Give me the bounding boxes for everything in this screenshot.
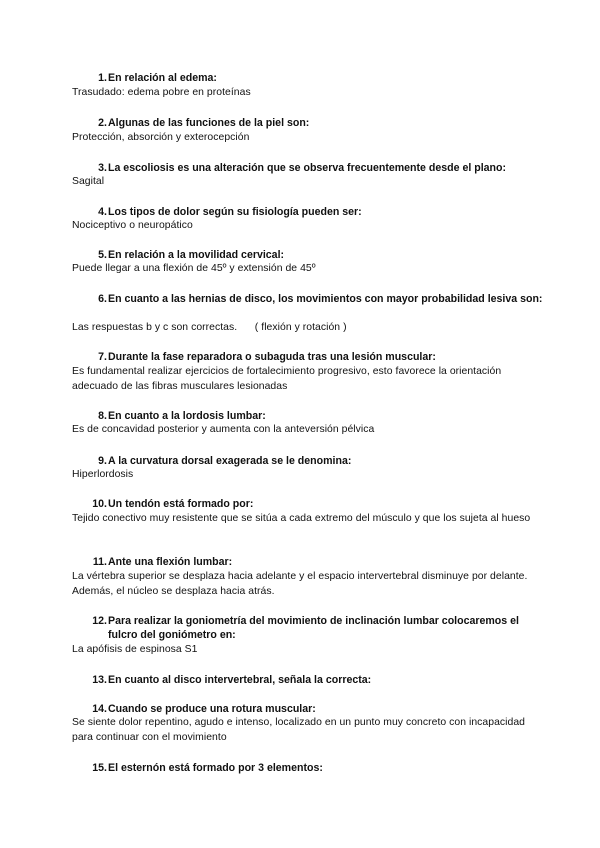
answer-9: Hiperlordosis (72, 469, 134, 480)
question-13: 13. En cuanto al disco intervertebral, señala la correcta: (92, 674, 372, 686)
question-14: 14. Cuando se produce una rotura muscular: (92, 703, 316, 715)
answer-6: Las respuestas b y c son correctas. ( flexión y rotación ) (72, 322, 347, 333)
question-9: 9. A la curvatura dorsal exagerada se le denomina: (98, 455, 352, 467)
question-1: 1. En relación al edema: (98, 72, 217, 84)
answer-12: La apófisis de espinosa S1 (72, 644, 198, 655)
question-15: 15. El esternón está formado por 3 elementos: (92, 762, 323, 774)
answer-8: Es de concavidad posterior y aumenta con la anteversión pélvica (72, 424, 375, 435)
answer-2: Protección, absorción y exterocepción (72, 132, 250, 143)
question-8: 8. En cuanto a la lordosis lumbar: (98, 410, 266, 422)
answer-4: Nociceptivo o neuropático (72, 220, 193, 231)
question-2: 2. Algunas de las funciones de la piel son: (98, 117, 310, 129)
answer-14: Se siente dolor repentino, agudo e intenso, localizado en un punto muy concreto con incapacidad para continuar con el movimiento (72, 717, 526, 743)
question-6: 6. En cuanto a las hernias de disco, los movimientos con mayor probabilidad lesiva son: (98, 293, 543, 305)
question-11: 11. Ante una flexión lumbar: (92, 556, 233, 568)
question-12: 12. Para realizar la goniometría del movimiento de inclinación lumbar colocaremos el fulcro del goniómetro en: (92, 615, 519, 641)
question-5: 5. En relación a la movilidad cervical: (98, 249, 285, 261)
question-10: 10. Un tendón está formado por: (92, 498, 254, 510)
answer-1: Trasudado: edema pobre en proteínas (72, 87, 251, 98)
question-3: 3. La escoliosis es una alteración que se observa frecuentemente desde el plano: (98, 162, 507, 174)
answer-3: Sagital (72, 176, 105, 187)
answer-5: Puede llegar a una flexión de 45º y extensión de 45º (72, 263, 316, 274)
question-4: 4. Los tipos de dolor según su fisiología pueden ser: (98, 206, 362, 218)
answer-10: Tejido conectivo muy resistente que se sitúa a cada extremo del músculo y que los sujeta al hueso (72, 513, 531, 524)
answer-11: La vértebra superior se desplaza hacia adelante y el espacio intervertebral disminuye por delante. Además, el núcleo se desplaza hacia atrás. (72, 571, 528, 597)
question-7: 7. Durante la fase reparadora o subaguda tras una lesión muscular: (98, 351, 436, 363)
answer-7: Es fundamental realizar ejercicios de fortalecimiento progresivo, esto favorece la orientación adecuado de las fibras musculares lesionadas (72, 366, 502, 392)
